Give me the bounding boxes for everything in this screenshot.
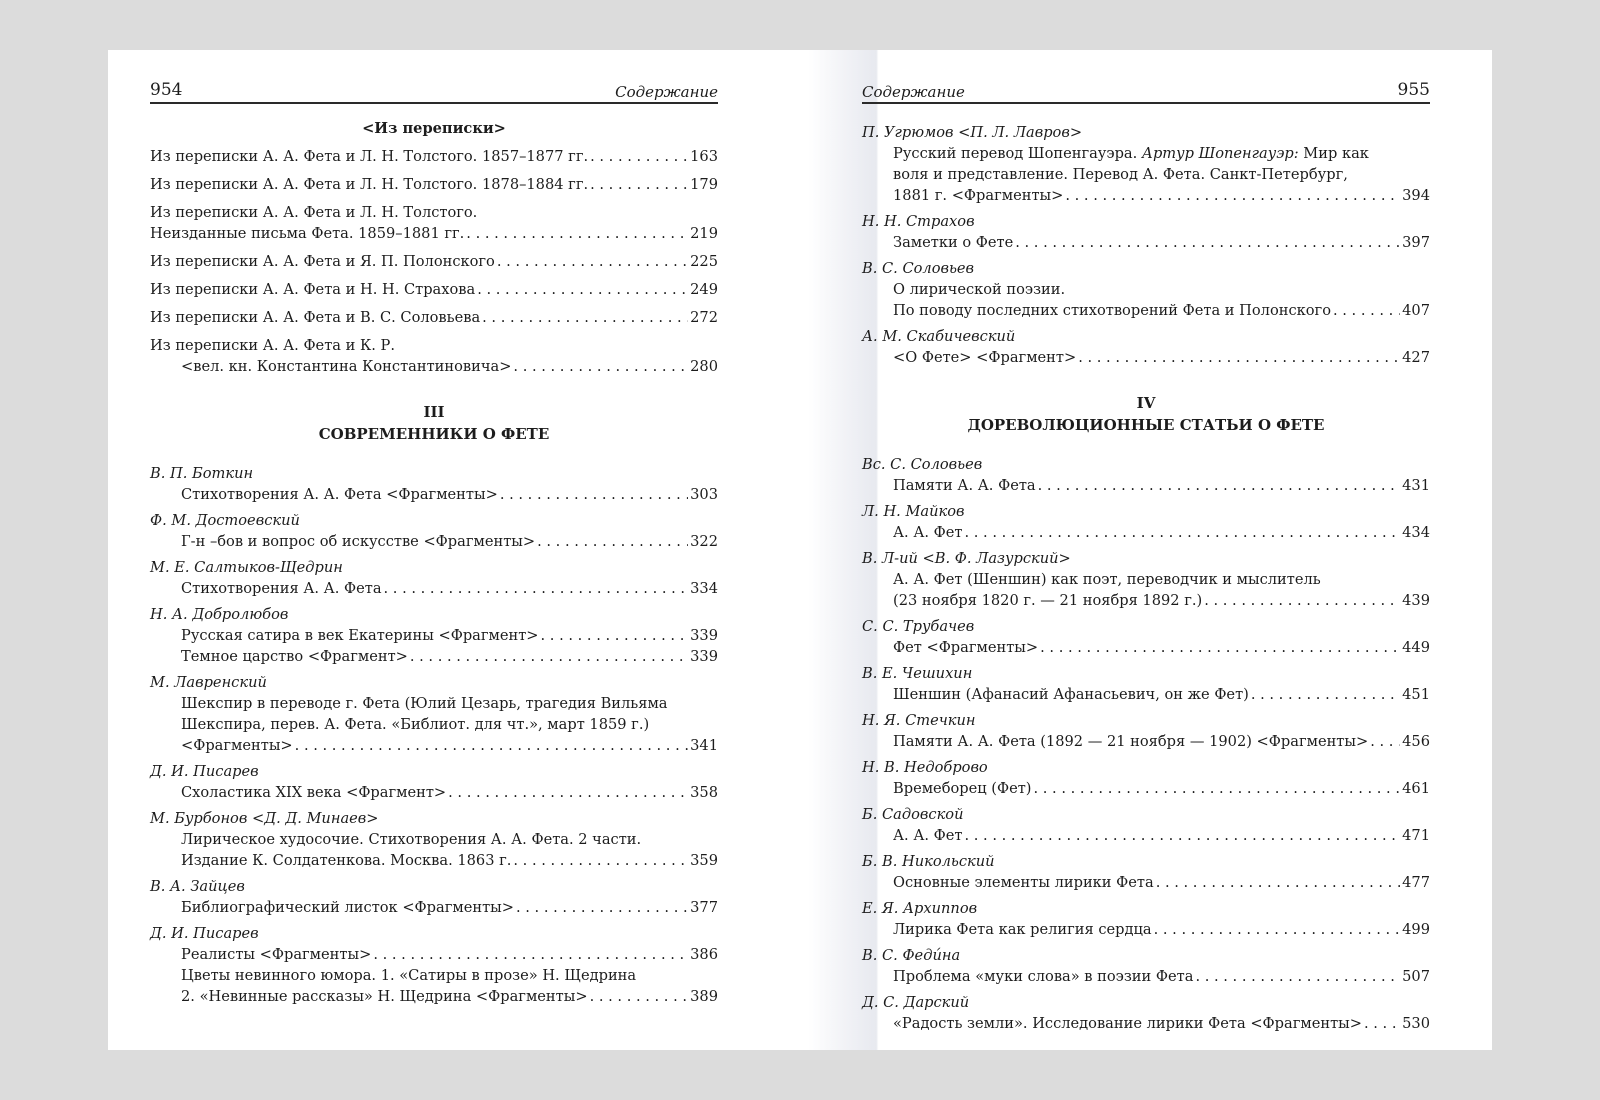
entry-last-line (150, 146, 718, 167)
entry-last-line (893, 590, 1430, 611)
part-number: III (423, 403, 445, 421)
dot-leader (590, 146, 688, 167)
entry-title: Лирика Фета как религия сердца (893, 921, 1152, 938)
entry-page-number: 219 (690, 225, 718, 242)
dot-leader (1078, 347, 1400, 368)
toc-entry (150, 174, 718, 195)
dot-leader (1364, 1013, 1400, 1034)
entry-page-number: 322 (690, 533, 718, 550)
toc-entry (862, 232, 1430, 253)
entry-page-number: 461 (1402, 780, 1430, 797)
author-name: А. М. Скабичевский (862, 328, 1016, 345)
entry-title: Памяти А. А. Фета (1892 — 21 ноября — 1902) <Фрагменты> (893, 733, 1369, 750)
dot-leader (497, 251, 688, 272)
entry-title-line: воля и представление. Перевод А. Фета. Санкт-Петербург, (893, 166, 1348, 183)
entry-last-line (893, 778, 1430, 799)
entry-last-line (181, 850, 718, 871)
entry-title: 1881 г. <Фрагменты> (893, 187, 1064, 204)
author-name: Н. В. Недоброво (862, 759, 988, 776)
entry-page-number: 499 (1402, 921, 1430, 938)
part-number: IV (1136, 394, 1156, 412)
toc-entry (150, 146, 718, 167)
toc-entry (150, 646, 718, 667)
entry-title: Времеборец (Фет) (893, 780, 1032, 797)
author-name: Д. С. Дарский (862, 994, 970, 1011)
author-name: Б. В. Никольский (862, 853, 995, 870)
entry-page-number: 179 (690, 176, 718, 193)
entry-last-line (150, 279, 718, 300)
left-page (150, 50, 718, 1050)
entry-title-line: Лирическое худосочие. Стихотворения А. А. Фета. 2 части. (181, 831, 642, 848)
entry-last-line (893, 475, 1430, 496)
entry-page-number: 341 (690, 737, 718, 754)
toc-entry (150, 531, 718, 552)
running-title: Содержание (615, 83, 718, 101)
author-name: М. Лавренский (150, 674, 267, 691)
toc-entry (862, 522, 1430, 543)
entry-page-number: 303 (690, 486, 718, 503)
author-name: Д. И. Писарев (150, 763, 259, 780)
entry-title: 2. «Невинные рассказы» Н. Щедрина <Фрагменты> (181, 988, 588, 1005)
entry-last-line (893, 1013, 1430, 1034)
author-name: С. С. Трубачев (862, 618, 975, 635)
dot-leader (541, 625, 689, 646)
entry-page-number: 439 (1402, 592, 1430, 609)
dot-leader (964, 522, 1400, 543)
table-of-contents (150, 118, 718, 1007)
entry-last-line (150, 223, 718, 244)
table-of-contents (862, 118, 1430, 1034)
entry-title: (23 ноября 1820 г. — 21 ноября 1892 г.) (893, 592, 1203, 609)
toc-entry (150, 202, 718, 244)
dot-leader (1065, 185, 1400, 206)
toc-entry (150, 965, 718, 1007)
dot-leader (1204, 590, 1400, 611)
entry-page-number: 272 (690, 309, 718, 326)
entry-title-line: О лирической поэзии. (893, 281, 1066, 298)
dot-leader (500, 484, 688, 505)
section-heading: <Из переписки> (362, 120, 506, 137)
dot-leader (590, 174, 688, 195)
entry-last-line (893, 347, 1430, 368)
dot-leader (516, 897, 688, 918)
entry-title-line: Из переписки А. А. Фета и Л. Н. Толстого. (150, 204, 478, 221)
author-list (862, 454, 1430, 1034)
entry-last-line (893, 637, 1430, 658)
toc-entry (150, 693, 718, 756)
dot-leader (466, 223, 688, 244)
entry-last-line (893, 966, 1430, 987)
toc-entry (862, 778, 1430, 799)
entry-last-line (181, 782, 718, 803)
entry-title: Из переписки А. А. Фета и Л. Н. Толстого. 1878–1884 гг. (150, 176, 589, 193)
entry-last-line (181, 484, 718, 505)
author-name: Е. Я. Архиппов (862, 900, 978, 917)
entry-page-number: 377 (690, 899, 718, 916)
entry-title: Памяти А. А. Фета (893, 477, 1036, 494)
entry-last-line (893, 300, 1430, 321)
toc-entry (862, 825, 1430, 846)
entry-last-line (181, 897, 718, 918)
author-name: М. Бурбонов <Д. Д. Минаев> (150, 810, 379, 827)
dot-leader (295, 735, 688, 756)
entry-title-line: Шекспира, перев. А. Фета. «Библиот. для чт.», март 1859 г.) (181, 716, 650, 733)
entry-page-number: 163 (690, 148, 718, 165)
entry-title: <вел. кн. Константина Константиновича> (181, 358, 512, 375)
toc-entry (862, 966, 1430, 987)
toc-entry (862, 684, 1430, 705)
entry-last-line (181, 735, 718, 756)
entry-page-number: 389 (690, 988, 718, 1005)
dot-leader (537, 531, 688, 552)
running-title: Содержание (862, 83, 965, 101)
entry-page-number: 249 (690, 281, 718, 298)
entry-last-line (893, 825, 1430, 846)
toc-entry (150, 335, 718, 377)
entry-last-line (893, 872, 1430, 893)
part-title: ДОРЕВОЛЮЦИОННЫЕ СТАТЬИ О ФЕТЕ (967, 416, 1325, 434)
entry-title: Схоластика XIX века <Фрагмент> (181, 784, 447, 801)
toc-entry (862, 347, 1430, 368)
toc-entry (862, 872, 1430, 893)
page-number: 955 (1397, 80, 1430, 100)
author-name: Б. Садовской (862, 806, 964, 823)
entry-title: По поводу последних стихотворений Фета и Полонского (893, 302, 1331, 319)
entry-title: Из переписки А. А. Фета и Н. Н. Страхова (150, 281, 476, 298)
toc-entry (150, 251, 718, 272)
entry-title: Фет <Фрагменты> (893, 639, 1039, 656)
dot-leader (1370, 731, 1400, 752)
entry-page-number: 358 (690, 784, 718, 801)
author-list (862, 122, 1430, 368)
entry-last-line (181, 625, 718, 646)
entry-title: Издание К. Солдатенкова. Москва. 1863 г. (181, 852, 512, 869)
entry-last-line (150, 307, 718, 328)
entry-title: Неизданные письма Фета. 1859–1881 гг. (150, 225, 465, 242)
author-name: М. Е. Салтыков-Щедрин (150, 559, 343, 576)
entry-title: Библиографический листок <Фрагменты> (181, 899, 514, 916)
toc-entry (862, 637, 1430, 658)
dot-leader (448, 782, 688, 803)
author-name: В. С. Соловьев (862, 260, 975, 277)
entry-title: Основные элементы лирики Фета (893, 874, 1154, 891)
entry-title: <О Фете> <Фрагмент> (893, 349, 1077, 366)
dot-leader (513, 850, 688, 871)
entry-page-number: 225 (690, 253, 718, 270)
author-name: П. Угрюмов <П. Л. Лавров> (862, 124, 1083, 141)
entry-page-number: 471 (1402, 827, 1430, 844)
toc-entry (862, 731, 1430, 752)
entry-title-line: Цветы невинного юмора. 1. «Сатиры в прозе» Н. Щедрина (181, 967, 637, 984)
dot-leader (482, 307, 688, 328)
dot-leader (1033, 778, 1400, 799)
author-name: Вс. С. Соловьев (862, 456, 983, 473)
toc-entry (150, 578, 718, 599)
toc-entry (862, 143, 1430, 206)
entry-page-number: 397 (1402, 234, 1430, 251)
entry-title: Из переписки А. А. Фета и Я. П. Полонского (150, 253, 495, 270)
dot-leader (1040, 637, 1400, 658)
toc-entry (862, 919, 1430, 940)
toc-entry (862, 475, 1430, 496)
author-name: Н. Я. Стечкин (862, 712, 976, 729)
entry-title: Из переписки А. А. Фета и Л. Н. Толстого. 1857–1877 гг. (150, 148, 589, 165)
dot-leader (964, 825, 1400, 846)
dot-leader (1333, 300, 1400, 321)
author-name: Н. Н. Страхов (862, 213, 975, 230)
entry-title: Г-н –бов и вопрос об искусстве <Фрагменты> (181, 533, 536, 550)
author-name: Д. И. Писарев (150, 925, 259, 942)
toc-entry (150, 829, 718, 871)
dot-leader (373, 944, 688, 965)
entry-last-line (181, 531, 718, 552)
page-number: 954 (150, 80, 183, 100)
toc-entry (150, 279, 718, 300)
entry-page-number: 449 (1402, 639, 1430, 656)
entry-last-line (150, 251, 718, 272)
toc-entry (862, 279, 1430, 321)
running-head (150, 78, 718, 104)
entry-title: Русская сатира в век Екатерины <Фрагмент> (181, 627, 539, 644)
entry-last-line (893, 684, 1430, 705)
entry-page-number: 456 (1402, 733, 1430, 750)
author-name: В. А. Зайцев (150, 878, 245, 895)
toc-entry (862, 1013, 1430, 1034)
entry-last-line (181, 944, 718, 965)
toc-entry (150, 484, 718, 505)
dot-leader (1195, 966, 1400, 987)
running-head (862, 78, 1430, 104)
author-name: В. Л-ий <В. Ф. Лазурский> (862, 550, 1071, 567)
toc-entry (150, 625, 718, 646)
entry-page-number: 280 (690, 358, 718, 375)
author-name: Ф. М. Достоевский (150, 512, 300, 529)
book-spread (108, 50, 1492, 1050)
entry-page-number: 394 (1402, 187, 1430, 204)
dot-leader (477, 279, 688, 300)
dot-leader (1251, 684, 1400, 705)
entry-last-line (893, 232, 1430, 253)
entry-page-number: 530 (1402, 1015, 1430, 1032)
part-title: СОВРЕМЕННИКИ О ФЕТЕ (318, 425, 550, 443)
author-list (150, 463, 718, 1007)
entry-title-line: Из переписки А. А. Фета и К. Р. (150, 337, 396, 354)
entry-page-number: 507 (1402, 968, 1430, 985)
entry-title: Стихотворения А. А. Фета <Фрагменты> (181, 486, 498, 503)
entry-page-number: 434 (1402, 524, 1430, 541)
entry-title-line: А. А. Фет (Шеншин) как поэт, переводчик и мыслитель (893, 571, 1321, 588)
author-name: В. Е. Чешихин (862, 665, 973, 682)
author-name: В. С. Федúна (862, 947, 961, 964)
entry-last-line (893, 522, 1430, 543)
toc-entry (862, 569, 1430, 611)
entry-title: Из переписки А. А. Фета и В. С. Соловьева (150, 309, 481, 326)
dot-leader (410, 646, 688, 667)
part-heading (150, 401, 718, 445)
entry-title-line: Русский перевод Шопенгауэра. Артур Шопенгауэр: Мир как (893, 145, 1369, 162)
toc-entry (150, 897, 718, 918)
entry-page-number: 339 (690, 648, 718, 665)
entry-last-line (181, 986, 718, 1007)
entry-page-number: 427 (1402, 349, 1430, 366)
entry-title: Реалисты <Фрагменты> (181, 946, 372, 963)
dot-leader (1156, 872, 1400, 893)
entry-last-line (181, 578, 718, 599)
dot-leader (1038, 475, 1401, 496)
toc-entry (150, 307, 718, 328)
entry-page-number: 431 (1402, 477, 1430, 494)
entry-page-number: 451 (1402, 686, 1430, 703)
entry-title: Темное царство <Фрагмент> (181, 648, 408, 665)
entry-page-number: 407 (1402, 302, 1430, 319)
correspondence-list (150, 146, 718, 377)
entry-title: Шеншин (Афанасий Афанасьевич, он же Фет) (893, 686, 1249, 703)
dot-leader (1154, 919, 1401, 940)
entry-title: Заметки о Фете (893, 234, 1014, 251)
author-name: В. П. Боткин (150, 465, 254, 482)
right-page (862, 50, 1430, 1050)
entry-title: <Фрагменты> (181, 737, 293, 754)
entry-page-number: 359 (690, 852, 718, 869)
entry-title: А. А. Фет (893, 524, 963, 541)
entry-title-line: Шекспир в переводе г. Фета (Юлий Цезарь, трагедия Вильяма (181, 695, 668, 712)
entry-last-line (150, 356, 718, 377)
dot-leader (384, 578, 689, 599)
author-name: Л. Н. Майков (862, 503, 965, 520)
entry-title: Стихотворения А. А. Фета (181, 580, 382, 597)
author-name: Н. А. Добролюбов (150, 606, 289, 623)
entry-title: Проблема «муки слова» в поэзии Фета (893, 968, 1194, 985)
entry-page-number: 334 (690, 580, 718, 597)
entry-last-line (893, 731, 1430, 752)
entry-page-number: 386 (690, 946, 718, 963)
part-heading (862, 392, 1430, 436)
toc-entry (150, 782, 718, 803)
dot-leader (1015, 232, 1400, 253)
entry-last-line (150, 174, 718, 195)
entry-page-number: 339 (690, 627, 718, 644)
dot-leader (590, 986, 689, 1007)
toc-entry (150, 944, 718, 965)
entry-title: «Радость земли». Исследование лирики Фета <Фрагменты> (893, 1015, 1362, 1032)
entry-title: А. А. Фет (893, 827, 963, 844)
dot-leader (513, 356, 688, 377)
entry-last-line (181, 646, 718, 667)
entry-page-number: 477 (1402, 874, 1430, 891)
entry-last-line (893, 185, 1430, 206)
entry-last-line (893, 919, 1430, 940)
